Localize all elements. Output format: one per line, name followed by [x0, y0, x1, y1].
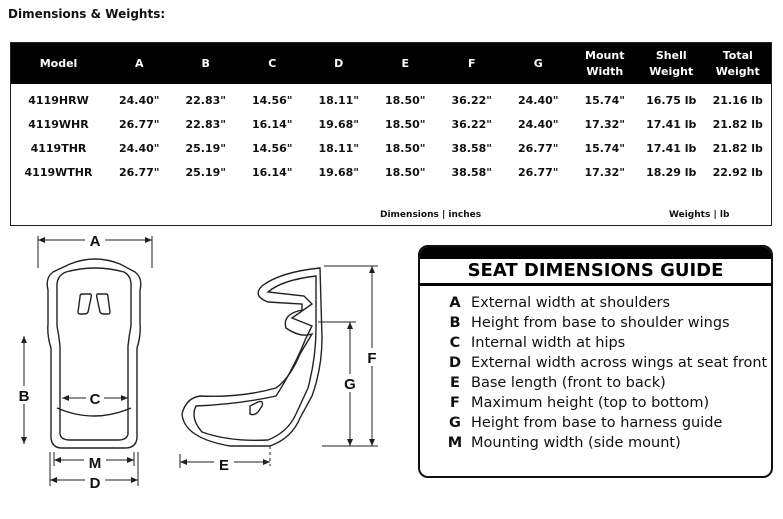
units-weights-note: Weights | lb: [669, 210, 730, 220]
cell-c: 16.14": [251, 165, 293, 179]
header-f: F: [467, 56, 476, 70]
cell-mount-width: 15.74": [584, 93, 626, 107]
header-e: E: [401, 56, 409, 70]
label-e: E: [218, 457, 230, 474]
cell-c: 14.56": [251, 93, 293, 107]
cell-a: 26.77": [118, 165, 160, 179]
cell-shell-weight: 17.41 lb: [646, 141, 697, 155]
seat-dimension-diagram: [0, 228, 405, 519]
harness-slot-left: [78, 294, 91, 314]
cell-g: 24.40": [517, 93, 559, 107]
cell-b: 22.83": [185, 93, 227, 107]
guide-list: [420, 286, 771, 453]
table-row: [11, 112, 771, 136]
cell-a: 24.40": [118, 141, 160, 155]
guide-letter: A: [449, 295, 461, 311]
cell-b: 25.19": [185, 141, 227, 155]
table-row: [11, 136, 771, 160]
table-row: [11, 84, 771, 112]
cell-e: 18.50": [384, 93, 426, 107]
cell-g: 26.77": [517, 141, 559, 155]
label-a: A: [89, 233, 101, 250]
cell-model: 4119HRW: [28, 93, 89, 107]
label-g: G: [344, 376, 356, 393]
cell-d: 19.68": [318, 117, 360, 131]
cell-model: 4119WTHR: [24, 165, 93, 179]
cell-d: 19.68": [318, 165, 360, 179]
seat-dimensions-guide: [418, 245, 773, 478]
guide-letter: M: [447, 435, 463, 451]
cell-total-weight: 21.82 lb: [712, 141, 763, 155]
header-d: D: [334, 56, 344, 70]
list-item: [441, 333, 771, 353]
guide-title: SEAT DIMENSIONS GUIDE: [420, 259, 771, 283]
guide-letter: E: [450, 375, 460, 391]
list-item: [441, 353, 771, 373]
cell-a: 26.77": [118, 117, 160, 131]
cell-mount-width: 17.32": [584, 165, 626, 179]
seat-front-inner: [57, 268, 131, 440]
cell-mount-width: 15.74": [584, 141, 626, 155]
seat-front-cushion: [57, 408, 131, 416]
header-b: B: [201, 56, 210, 70]
table-header-row: [11, 43, 771, 84]
cell-shell-weight: 18.29 lb: [646, 165, 697, 179]
label-b: B: [18, 388, 30, 405]
guide-description: Mounting width (side mount): [471, 435, 681, 451]
label-f: F: [367, 350, 377, 367]
cell-model: 4119WHR: [28, 117, 89, 131]
cell-d: 18.11": [318, 93, 360, 107]
guide-letter: B: [449, 315, 461, 331]
cell-d: 18.11": [318, 141, 360, 155]
list-item: [441, 413, 771, 433]
guide-letter: G: [449, 415, 461, 431]
guide-description: Internal width at hips: [471, 335, 626, 351]
seat-side-outline: [182, 268, 322, 446]
cell-g: 26.77": [517, 165, 559, 179]
list-item: [441, 433, 771, 453]
label-c: C: [89, 391, 101, 408]
cell-total-weight: 21.82 lb: [712, 117, 763, 131]
guide-description: Height from base to harness guide: [471, 415, 723, 431]
header-mount-width: Mount Width: [585, 48, 625, 78]
cell-total-weight: 21.16 lb: [712, 93, 763, 107]
cell-shell-weight: 17.41 lb: [646, 117, 697, 131]
cell-a: 24.40": [118, 93, 160, 107]
guide-letter: C: [449, 335, 461, 351]
cell-e: 18.50": [384, 165, 426, 179]
cell-shell-weight: 16.75 lb: [646, 93, 697, 107]
cell-f: 38.58": [451, 165, 493, 179]
list-item: [441, 393, 771, 413]
cell-total-weight: 22.92 lb: [712, 165, 763, 179]
cell-f: 36.22": [451, 93, 493, 107]
table-row: [11, 160, 771, 184]
guide-letter: F: [450, 395, 460, 411]
page-title: Dimensions & Weights:: [8, 7, 166, 21]
list-item: [441, 373, 771, 393]
cell-b: 25.19": [185, 165, 227, 179]
cell-e: 18.50": [384, 117, 426, 131]
cell-g: 24.40": [517, 117, 559, 131]
list-item: [441, 313, 771, 333]
cell-model: 4119THR: [30, 141, 87, 155]
cell-f: 38.58": [451, 141, 493, 155]
guide-description: External width across wings at seat front: [471, 355, 768, 371]
cell-c: 14.56": [251, 141, 293, 155]
cell-e: 18.50": [384, 141, 426, 155]
guide-description: External width at shoulders: [471, 295, 670, 311]
label-d: D: [89, 475, 101, 492]
header-a: A: [134, 56, 144, 70]
header-c: C: [268, 56, 277, 70]
side-harness-slot: [250, 402, 263, 415]
header-total-weight: Total Weight: [715, 48, 760, 78]
header-shell-weight: Shell Weight: [649, 48, 694, 78]
guide-letter: D: [448, 355, 462, 371]
list-item: [441, 293, 771, 313]
dimensions-table: [10, 42, 772, 226]
header-model: Model: [39, 56, 78, 70]
label-m: M: [88, 455, 102, 472]
harness-slot-right: [97, 294, 110, 314]
cell-c: 16.14": [251, 117, 293, 131]
header-g: G: [533, 56, 543, 70]
cell-f: 36.22": [451, 117, 493, 131]
cell-mount-width: 17.32": [584, 117, 626, 131]
guide-description: Height from base to shoulder wings: [471, 315, 730, 331]
guide-description: Base length (front to back): [471, 375, 666, 391]
guide-description: Maximum height (top to bottom): [471, 395, 710, 411]
guide-header: [420, 247, 771, 286]
seat-side-inner: [194, 276, 316, 440]
seat-front-outline: [47, 259, 141, 448]
units-dimensions-note: Dimensions | inches: [380, 210, 482, 220]
cell-b: 22.83": [185, 117, 227, 131]
